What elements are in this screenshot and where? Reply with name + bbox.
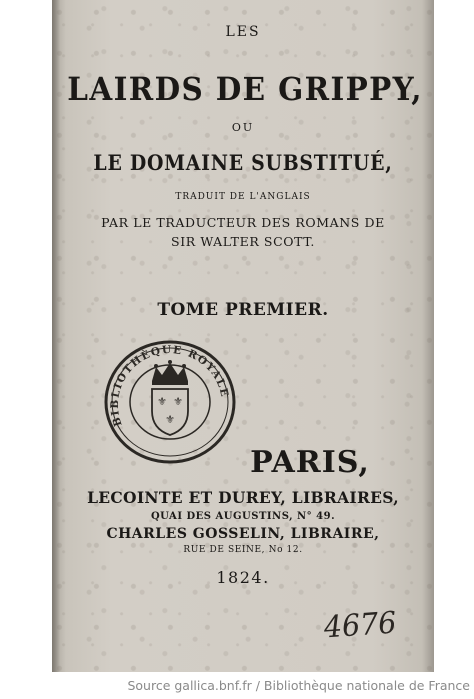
fleur-de-lis-shield-icon — [152, 389, 188, 435]
publication-city: PARIS, — [250, 445, 370, 480]
publication-year: 1824. — [216, 568, 270, 587]
publisher-1-address: QUAI DES AUGUSTINS, N° 49. — [150, 511, 336, 522]
book-subtitle: LE DOMAINE SUBSTITUÉ, — [93, 150, 393, 175]
title-conjunction: OU — [231, 121, 255, 134]
translation-note: TRADUIT DE L'ANGLAIS — [175, 192, 311, 202]
svg-text:⚜: ⚜ — [157, 395, 167, 408]
svg-text:⚜: ⚜ — [173, 395, 183, 408]
svg-text:⚜: ⚜ — [165, 413, 175, 426]
handwritten-shelfmark: 4676 — [322, 605, 398, 646]
publisher-2: CHARLES GOSSELIN, LIBRAIRE, — [106, 526, 380, 542]
crown-icon — [152, 360, 188, 385]
title-article: LES — [225, 24, 261, 40]
translator-line: PAR LE TRADUCTEUR DES ROMANS DE — [101, 215, 385, 230]
publisher-1: LECOINTE ET DUREY, LIBRAIRES, — [87, 488, 399, 507]
stamp-text: BIBLIOTHÈQUE ROYALE — [108, 343, 231, 428]
volume-label: TOME PREMIER. — [157, 300, 329, 320]
publisher-2-address: RUE DE SEINE, No 12. — [183, 545, 303, 555]
book-title: LAIRDS DE GRIPPY, — [67, 70, 423, 108]
source-credit: Source gallica.bnf.fr / Bibliothèque nationale de France — [127, 678, 470, 693]
author-reference: SIR WALTER SCOTT. — [171, 234, 315, 249]
